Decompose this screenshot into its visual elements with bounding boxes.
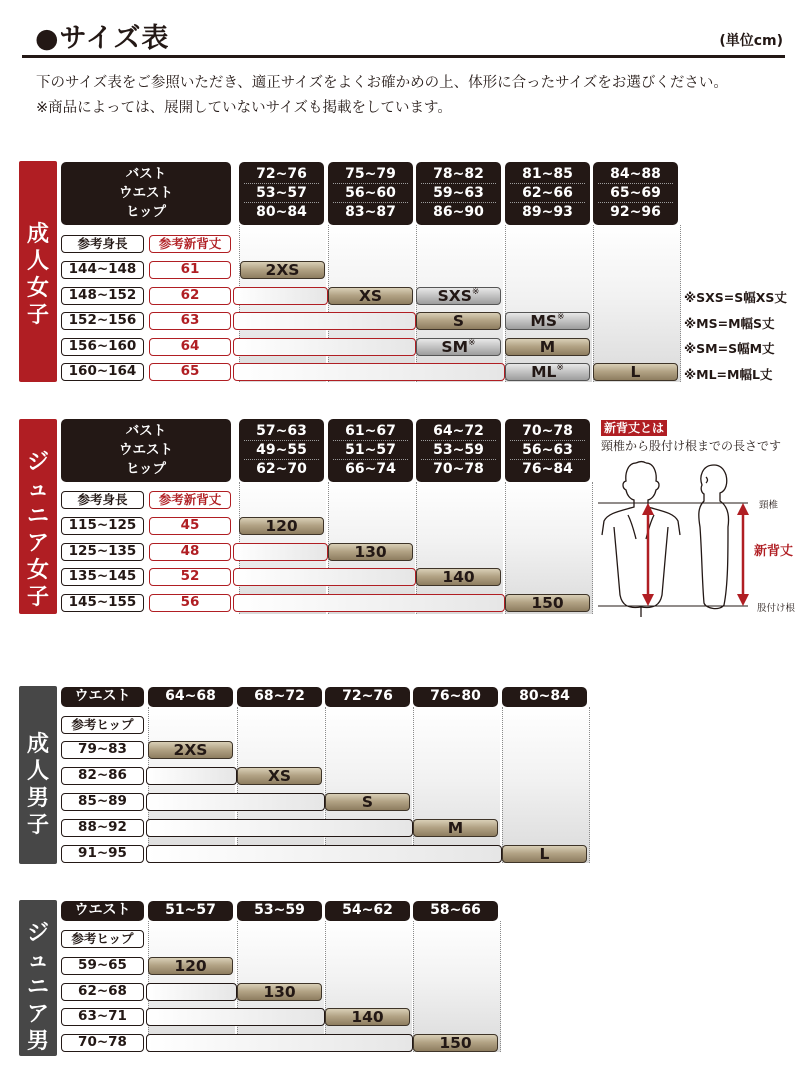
hip-range: 70~78 [433,461,484,477]
waist-range: 80~84 [502,687,587,707]
size-label: S [452,312,465,330]
column-header [239,419,324,482]
hip-range: 62~68 [61,983,144,1001]
size-pill [325,1008,410,1026]
size-pill [416,287,501,305]
size-pill [328,543,413,561]
back-length-description: 頸椎から股付け根までの長さです [601,439,782,453]
size-pill [239,517,324,535]
size-label: 140 [442,568,475,586]
unit-note: (単位cm) [719,33,783,49]
column-header [505,162,590,225]
row-guide-bar [146,819,413,837]
size-pill [328,287,413,305]
column-header [505,419,590,482]
column-header [416,162,501,225]
height-range: 152~156 [61,312,144,330]
hip-range: 76~84 [522,461,573,477]
waist-range: 51~57 [345,442,396,458]
size-note: ※ML=M幅L丈 [684,366,773,382]
hip-range: 63~71 [61,1008,144,1026]
row-guide-bar [233,594,505,612]
row-guide-bar [233,363,505,381]
intro-line-2: ※商品によっては、展開していないサイズも掲載をしています。 [36,100,452,116]
size-column [237,707,324,863]
waist-range: 53~59 [433,442,484,458]
size-column [413,921,501,1052]
waist-range: 59~63 [433,185,484,201]
size-label: 120 [265,517,298,535]
row-guide-bar [146,1008,325,1026]
row-guide-bar [146,767,237,785]
row-guide-bar [233,338,416,356]
waist-header: ウエスト [61,901,144,921]
hip-range: 83~87 [345,204,396,220]
hip-range: 89~93 [522,204,573,220]
section-label-junior-women: ジ ュ ニ ア 女 子 [19,419,57,614]
size-label: ML [531,363,557,381]
waist-range: 64~68 [148,687,233,707]
back-length-figure [598,455,758,620]
height-range: 156~160 [61,338,144,356]
back-length-value: 52 [149,568,231,586]
row-guide-bar [146,793,325,811]
section-label-junior-men: ジ ュ ニ ア 男 子 [19,900,57,1056]
back-length-label: 新背丈 [754,544,794,559]
size-pill [237,983,322,1001]
back-length-value: 62 [149,287,231,305]
size-note: ※SXS=S幅XS丈 [684,290,787,305]
section-label-adult-men: 成 人 男 子 [19,686,57,864]
size-pill [148,957,233,975]
row-guide-bar [233,568,416,586]
intro-line-1: 下のサイズ表をご参照いただき、適正サイズをよくお確かめの上、体形に合ったサイズをお選びください。 [36,75,728,91]
height-range: 115~125 [61,517,144,535]
hip-header: 参考ヒップ [61,930,144,948]
size-pill [505,363,590,381]
back-length-header: 参考新背丈 [149,491,231,509]
size-pill [325,793,410,811]
size-column [148,707,235,863]
back-length-value: 65 [149,363,231,381]
size-pill [237,767,322,785]
measure-header [61,162,231,225]
size-label: L [539,845,550,863]
size-pill [505,312,590,330]
hip-range: 91~95 [61,845,144,863]
size-label: 130 [263,983,296,1001]
back-length-value: 63 [149,312,231,330]
back-length-value: 64 [149,338,231,356]
size-note-mark: ※ [557,312,565,322]
column-header [328,162,413,225]
size-note-mark: ※ [556,363,564,373]
size-pill [416,312,501,330]
size-label: 150 [439,1034,472,1052]
hip-header: 参考ヒップ [61,716,144,734]
section-label-adult-women: 成 人 女 子 [19,161,57,382]
waist-range: 53~59 [237,901,322,921]
size-column [593,225,681,382]
bust-range: 61~67 [345,423,396,439]
hip-range: 80~84 [256,204,307,220]
hip-range: 62~70 [256,461,307,477]
hip-range: 88~92 [61,819,144,837]
size-label: 150 [531,594,564,612]
size-label: 130 [354,543,387,561]
hip-range: 92~96 [610,204,661,220]
size-pill [416,338,501,356]
height-range: 145~155 [61,594,144,612]
waist-range: 49~55 [256,442,307,458]
waist-range: 51~57 [148,901,233,921]
size-label: M [539,338,556,356]
height-range: 144~148 [61,261,144,279]
size-column [325,921,412,1052]
height-range: 125~135 [61,543,144,561]
size-note: ※SM=S幅M丈 [684,341,775,356]
size-label: 140 [351,1008,384,1026]
row-guide-bar [233,287,328,305]
bust-range: 64~72 [433,423,484,439]
size-note-mark: ※ [471,287,480,297]
row-guide-bar [146,845,502,863]
height-range: 160~164 [61,363,144,381]
size-label: M [447,819,464,837]
back-length-value: 61 [149,261,231,279]
height-range: 148~152 [61,287,144,305]
bust-range: 75~79 [345,166,396,182]
waist-range: 56~63 [522,442,573,458]
size-pill [413,819,498,837]
back-length-value: 45 [149,517,231,535]
waist-range: 76~80 [413,687,498,707]
column-header [239,162,324,225]
back-length-value: 48 [149,543,231,561]
bust-range: 57~63 [256,423,307,439]
size-pill [502,845,587,863]
column-header [328,419,413,482]
measure-label: ウエスト [119,442,173,458]
height-header: 参考身長 [61,235,144,253]
back-length-tag: 新背丈とは [601,420,667,436]
waist-range: 65~69 [610,185,661,201]
size-label: SXS [437,287,472,305]
column-header [593,162,678,225]
height-range: 135~145 [61,568,144,586]
size-pill [505,338,590,356]
waist-range: 53~57 [256,185,307,201]
size-pill [416,568,501,586]
waist-range: 56~60 [345,185,396,201]
measure-label: ヒップ [125,461,167,477]
bust-range: 78~82 [433,166,484,182]
size-pill [240,261,325,279]
measure-label: バスト [125,166,167,182]
size-label: XS [267,767,292,785]
hip-range: 70~78 [61,1034,144,1052]
row-guide-bar [146,1034,413,1052]
row-guide-bar [233,312,416,330]
size-label: XS [358,287,383,305]
size-column [502,707,590,863]
column-header [416,419,501,482]
bust-range: 84~88 [610,166,661,182]
size-label: 2XS [265,261,300,279]
row-guide-bar [146,983,237,1001]
page-title: ●サイズ表 [35,23,170,54]
crotch-label: 股付け根 [757,603,796,614]
size-label: 2XS [173,741,208,759]
waist-range: 54~62 [325,901,410,921]
row-guide-bar [233,543,328,561]
title-rule [22,55,785,58]
size-label: L [630,363,641,381]
size-label: SM [441,338,469,356]
size-pill [593,363,678,381]
size-label: S [361,793,374,811]
size-column [413,707,500,863]
bust-range: 72~76 [256,166,307,182]
size-pill [148,741,233,759]
bust-range: 81~85 [522,166,573,182]
hip-range: 85~89 [61,793,144,811]
size-pill [413,1034,498,1052]
height-header: 参考身長 [61,491,144,509]
measure-label: ウエスト [119,185,173,201]
measure-label: ヒップ [125,204,167,220]
size-note: ※MS=M幅S丈 [684,315,775,331]
size-pill [505,594,590,612]
size-column [505,225,592,382]
size-note-mark: ※ [468,338,476,348]
hip-range: 66~74 [345,461,396,477]
waist-header: ウエスト [61,687,144,707]
size-label: MS [530,312,558,330]
back-length-header: 参考新背丈 [149,235,231,253]
measure-label: バスト [125,423,167,439]
measure-header [61,419,231,482]
hip-range: 82~86 [61,767,144,785]
size-column [325,707,412,863]
size-label: 120 [174,957,207,975]
waist-range: 72~76 [325,687,410,707]
waist-range: 58~66 [413,901,498,921]
hip-range: 86~90 [433,204,484,220]
hip-range: 79~83 [61,741,144,759]
hip-range: 59~65 [61,957,144,975]
back-length-value: 56 [149,594,231,612]
bust-range: 70~78 [522,423,573,439]
neck-label: 頸椎 [759,500,779,511]
waist-range: 68~72 [237,687,322,707]
waist-range: 62~66 [522,185,573,201]
